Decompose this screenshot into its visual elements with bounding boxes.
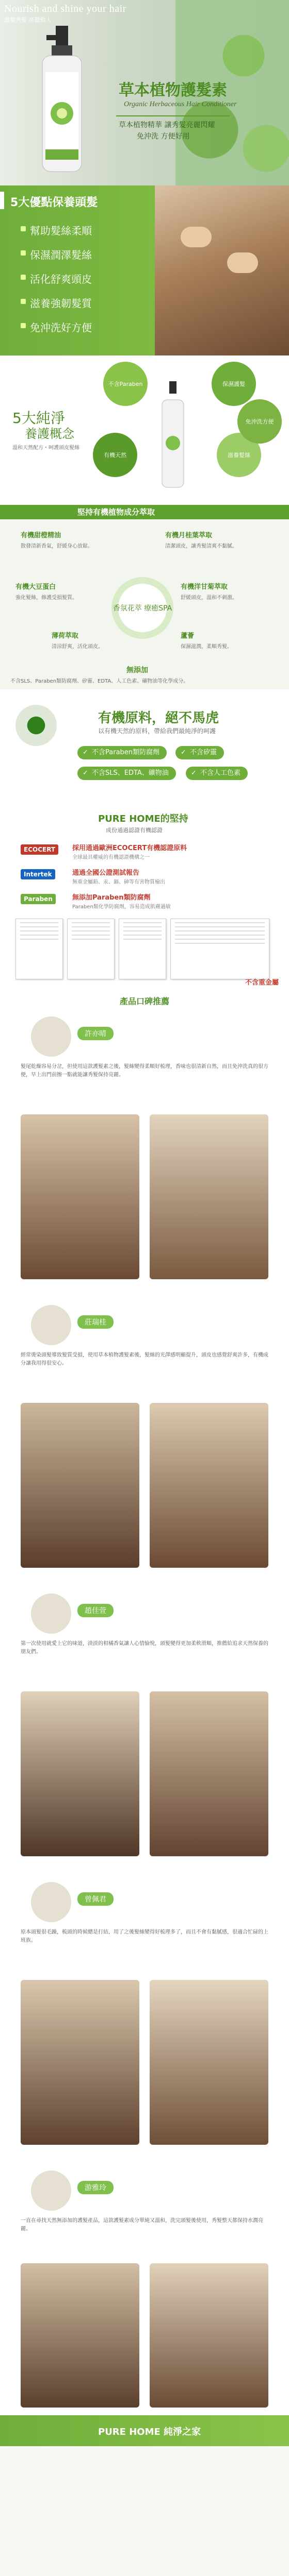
no-heavy-metal-label: 不含重金屬 — [245, 979, 279, 987]
review-photo — [150, 1691, 268, 1856]
product-bottle-image — [31, 26, 93, 175]
natural-section — [0, 689, 289, 805]
hand-shape — [227, 252, 258, 273]
review-text: 經常燙染頭髮導致髮質受損，使用草本植物護髮素後，髮絲的光澤感明顯提升，頭皮也感覺舒爽許多，有機成分讓我用得很安心。 — [21, 1352, 268, 1366]
review-photo — [21, 2263, 139, 2408]
ingredient-item — [181, 581, 289, 601]
purehome-heading: PURE HOME的堅持 — [98, 814, 188, 824]
ingredient-item — [165, 530, 274, 549]
concept-subtitle: 溫和天然配方・呵護頭皮髮絲 — [12, 445, 79, 451]
ingredient-desc: 舒緩頭皮，溫和不刺激。 — [181, 595, 237, 601]
review-photo — [21, 1114, 139, 1279]
feature-pill: ✓ 不含Paraben類防腐劑 — [77, 746, 167, 759]
review-card — [0, 1877, 289, 2165]
feature-pill: ✓ 不含人工色素 — [186, 767, 248, 780]
review-photo — [150, 1114, 268, 1279]
review-text: 第一次使用就愛上它的味道，淡淡的柑橘香氣讓人心情愉悅，頭髮變得更加柔軟滑順，推薦給追求天然保養的朋友們。 — [21, 1641, 268, 1655]
review-photo — [21, 1403, 139, 1568]
review-photo — [21, 1691, 139, 1856]
ingredient-title: 有機大豆蛋白 — [15, 583, 56, 591]
review-photo — [150, 1980, 268, 2145]
cert-desc: 無重金屬鉛、汞、鎘、砷等有害物質檢出 — [72, 879, 165, 885]
footer-brand: PURE HOME 純淨之家 — [98, 2427, 201, 2437]
certificate-document — [15, 919, 63, 979]
reviews-heading: 產品口碑推薦 — [120, 996, 170, 1006]
cert-row — [21, 891, 268, 911]
ingredients-section — [0, 519, 289, 689]
purehome-sub: 成份通過認證有機認證 — [106, 827, 163, 834]
review-text: 髮尾乾燥容易分岔，但使用這款護髮素之後，髮絲變得柔順好梳理，香味也很清新自然，而且免沖洗真的很方便，早上出門前擦一點就能讓秀髮保持亮麗。 — [21, 1064, 268, 1078]
ingredient-title: 蘆薈 — [181, 632, 195, 640]
benefit-item: 滋養強韌髮質 — [21, 295, 92, 310]
purehome-section — [0, 805, 289, 991]
ingredients-center-badge: 香氛花萃 療癒SPA — [111, 577, 173, 639]
hero-tagline-zh: 滋養秀髮 亮麗動人 — [4, 16, 52, 23]
no-additive-label: 無添加 — [126, 666, 148, 674]
ecocert-logo: ECOCERT — [21, 844, 58, 855]
reviewer-avatar — [31, 1016, 71, 1057]
concept-title-1: 5大純淨 — [12, 410, 65, 427]
concept-circle: 有機天然 — [93, 433, 137, 477]
hair-wash-photo — [155, 185, 289, 355]
reviewer-name: 許亦晴 — [77, 1027, 114, 1040]
concept-circle: 保濕護髮 — [212, 362, 256, 406]
review-card — [0, 1011, 289, 1300]
review-card — [0, 2165, 289, 2415]
reviews-header — [0, 991, 289, 1011]
benefit-item: 幫助髮絲柔順 — [21, 223, 92, 238]
review-photo — [150, 1403, 268, 1568]
hero-title-en: Organic Herbaceous Hair Conditioner — [124, 100, 237, 108]
cert-desc: Paraben類化學防腐劑，容易造成肌膚過敏 — [72, 904, 171, 910]
hero-slogan-2: 免沖洗 方便好用 — [137, 132, 190, 141]
footer-banner — [0, 2415, 289, 2446]
test-report-document — [170, 919, 269, 979]
ingredient-desc: 清涼舒爽，活化頭皮。 — [52, 644, 103, 650]
ingredient-desc: 散發清新香氣，舒緩身心放鬆。 — [21, 544, 93, 549]
hero-tagline-en: Nourish and shine your hair — [4, 3, 126, 14]
hero-title-zh: 草本植物護髮素 — [119, 81, 227, 99]
concept-circle: 免沖洗方便 — [237, 399, 282, 444]
cert-title: 通過全國公證測試報告 — [72, 869, 140, 877]
ingredient-title: 薄荷萃取 — [52, 632, 79, 640]
reviewer-avatar — [31, 1305, 71, 1345]
ingredient-title: 有機洋甘菊萃取 — [181, 583, 228, 591]
review-photo — [150, 2263, 268, 2408]
review-photo — [21, 1980, 139, 2145]
feature-pill: ✓ 不含矽靈 — [175, 746, 224, 759]
intertek-logo: Intertek — [21, 869, 55, 879]
reviewer-avatar — [31, 2171, 71, 2211]
review-card — [0, 1588, 289, 1877]
ingredient-item — [21, 530, 129, 549]
benefits-list — [21, 223, 92, 344]
paraben-free-logo: Paraben — [21, 894, 56, 904]
ingredient-title: 有機甜橙精油 — [21, 532, 61, 539]
review-card — [0, 1300, 289, 1588]
cert-row — [21, 866, 268, 887]
concept-circle: 不含Paraben — [103, 362, 148, 406]
certificate-document — [119, 919, 166, 979]
reviewer-avatar — [31, 1882, 71, 1922]
natural-slogan: 有機原料，絕不馬虎 — [98, 710, 219, 726]
cert-row — [21, 841, 268, 862]
ingredient-desc: 強化髮絲，修護受損髮質。 — [15, 595, 77, 601]
concept-circle: 滋養髮絲 — [217, 433, 261, 477]
review-text: 一直在尋找天然無添加的護髮產品，這款護髮素成分單純又溫和，洗完頭髮後使用，秀髮整天都保持水潤亮麗。 — [21, 2218, 263, 2232]
heading-accent — [0, 192, 4, 209]
hero-slogan-1: 草本植物精華 讓秀髮亮麗閃耀 — [119, 121, 215, 129]
benefit-item: 活化舒爽頭皮 — [21, 271, 92, 286]
section-banner: 堅持有機植物成分萃取 — [0, 505, 289, 519]
reviewer-avatar — [31, 1594, 71, 1634]
ingredient-desc: 清潔頭皮，讓秀髮清爽不黏膩。 — [165, 544, 237, 549]
cert-desc: 全球最具權威的有機認證機構之一 — [72, 855, 150, 860]
ingredient-desc: 保濕滋潤，柔順秀髮。 — [181, 644, 232, 650]
review-text: 原本頭髮很毛躁，梳頭的時候總是打結，用了之後髮絲變得好梳理多了，而且不會有黏膩感，很適合忙碌的上班族。 — [21, 1929, 268, 1943]
reviewer-name: 趙佳萱 — [77, 1604, 114, 1617]
ingredient-title: 有機月桂葉萃取 — [165, 532, 213, 539]
cert-title: 無添加Paraben類防腐劑 — [72, 894, 151, 902]
benefit-item: 保濕潤澤髮絲 — [21, 247, 92, 262]
reviewer-name: 游雅玲 — [77, 2181, 114, 2194]
concept-title-2: 養護概念 — [25, 427, 74, 441]
divider — [116, 115, 230, 116]
certificate-documents — [15, 919, 274, 986]
feature-pill: ✓ 不含SLS、EDTA、礦物油 — [77, 767, 176, 780]
certificate-document — [67, 919, 115, 979]
reviewer-name: 曾佩君 — [77, 1892, 114, 1906]
benefits-section — [0, 185, 289, 355]
reviewer-name: 莊瑞桂 — [77, 1315, 114, 1329]
natural-sub: 以有機天然的原料，帶給我們最純淨的呵護 — [98, 727, 216, 735]
pure-concept-section — [0, 355, 289, 505]
product-bottle-small — [155, 381, 191, 489]
benefits-heading: 5大優點保養頭髮 — [10, 196, 98, 209]
ingredient-item — [181, 630, 289, 650]
hand-shape — [181, 227, 212, 247]
no-additive-desc: 不含SLS、Paraben類防腐劑、矽靈、EDTA、人工色素、礦物油等化學成分。 — [10, 679, 189, 684]
cert-title: 採用通過歐洲ECOCERT有機認證原料 — [72, 844, 187, 852]
hero-banner — [0, 0, 289, 185]
benefit-item: 免沖洗好方便 — [21, 319, 92, 334]
leaf-icon — [15, 705, 57, 746]
ingredient-item — [15, 581, 124, 601]
